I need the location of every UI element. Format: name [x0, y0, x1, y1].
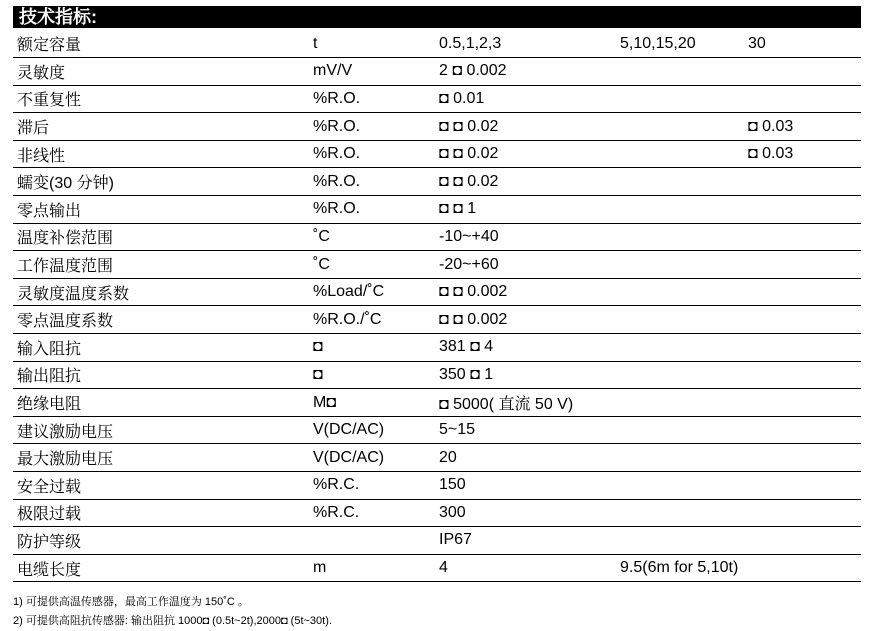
spec-value-mid — [616, 278, 744, 306]
spec-value-mid: 5,10,15,20 — [616, 30, 744, 58]
spec-value-large — [744, 223, 861, 251]
spec-name: 温度补偿范围 — [13, 223, 309, 251]
spec-unit: %R.O. — [309, 140, 435, 168]
spec-unit: ◘ — [309, 334, 435, 362]
table-row — [13, 527, 861, 555]
spec-value-small: ◘ ◘ 0.02 — [435, 113, 616, 141]
spec-value-mid — [616, 361, 744, 389]
spec-value-large: ◘ 0.03 — [744, 140, 861, 168]
spec-value-large — [744, 196, 861, 224]
spec-name: 绝缘电阻 — [13, 389, 309, 417]
spec-value-mid — [616, 196, 744, 224]
spec-value-small: ◘ ◘ 0.02 — [435, 140, 616, 168]
table-row — [13, 389, 861, 417]
table-row — [13, 113, 861, 141]
spec-value-small: 350 ◘ 1 — [435, 361, 616, 389]
spec-name: 建议激励电压 — [13, 416, 309, 444]
table-row — [13, 196, 861, 224]
table-row — [13, 30, 861, 58]
spec-value-large — [744, 58, 861, 86]
table-row — [13, 251, 861, 279]
spec-name: 灵敏度温度系数 — [13, 278, 309, 306]
spec-value-small: ◘ 5000( 直流 50 V) — [435, 389, 616, 417]
spec-value-mid — [616, 223, 744, 251]
table-row — [13, 416, 861, 444]
footnote-1: 1) 可提供高温传感器，最高工作温度为 150˚C 。 — [13, 596, 249, 608]
table-row — [13, 306, 861, 334]
spec-rows — [13, 30, 861, 582]
spec-value-mid — [616, 527, 744, 555]
spec-name: 安全过载 — [13, 472, 309, 500]
table-row — [13, 472, 861, 500]
table-row — [13, 499, 861, 527]
spec-value-large — [744, 472, 861, 500]
spec-value-small: -20~+60 — [435, 251, 616, 279]
spec-value-large — [744, 251, 861, 279]
footnote-2: 2) 可提供高阻抗传感器: 输出阻抗 1000◘ (0.5t~2t),2000◘ (5t~30t). — [13, 615, 332, 627]
spec-name: 电缆长度 — [13, 554, 309, 582]
spec-value-large: 30 — [744, 30, 861, 58]
spec-name: 工作温度范围 — [13, 251, 309, 279]
spec-value-large — [744, 85, 861, 113]
spec-name: 蠕变(30 分钟) — [13, 168, 309, 196]
spec-unit: %Load/˚C — [309, 278, 435, 306]
spec-name: 零点温度系数 — [13, 306, 309, 334]
table-row — [13, 444, 861, 472]
spec-value-mid — [616, 389, 744, 417]
spec-value-large: ◘ 0.03 — [744, 113, 861, 141]
spec-value-mid — [616, 334, 744, 362]
spec-table — [13, 30, 861, 582]
spec-value-small: 381 ◘ 4 — [435, 334, 616, 362]
spec-unit: %R.O. — [309, 196, 435, 224]
table-row — [13, 140, 861, 168]
spec-name: 极限过载 — [13, 499, 309, 527]
spec-unit: %R.C. — [309, 499, 435, 527]
spec-value-small: 4 — [435, 554, 616, 582]
spec-value-large — [744, 168, 861, 196]
spec-value-small: IP67 — [435, 527, 616, 555]
table-row — [13, 554, 861, 582]
spec-value-small: -10~+40 — [435, 223, 616, 251]
footnotes — [13, 593, 332, 631]
spec-value-mid — [616, 472, 744, 500]
spec-value-small: 20 — [435, 444, 616, 472]
spec-value-mid — [616, 499, 744, 527]
table-row — [13, 223, 861, 251]
spec-value-mid — [616, 58, 744, 86]
spec-unit: ˚C — [309, 251, 435, 279]
spec-unit: V(DC/AC) — [309, 444, 435, 472]
spec-value-large — [744, 334, 861, 362]
spec-value-mid — [616, 416, 744, 444]
spec-value-large — [744, 389, 861, 417]
spec-unit: %R.C. — [309, 472, 435, 500]
spec-name: 灵敏度 — [13, 58, 309, 86]
spec-value-large — [744, 444, 861, 472]
spec-unit: %R.O. — [309, 113, 435, 141]
table-row — [13, 168, 861, 196]
spec-value-large — [744, 361, 861, 389]
spec-value-large — [744, 306, 861, 334]
table-row — [13, 361, 861, 389]
spec-value-large — [744, 499, 861, 527]
spec-value-small: 300 — [435, 499, 616, 527]
table-row — [13, 278, 861, 306]
spec-value-small: 150 — [435, 472, 616, 500]
spec-name: 最大激励电压 — [13, 444, 309, 472]
spec-value-small: ◘ ◘ 0.002 — [435, 278, 616, 306]
spec-value-large — [744, 416, 861, 444]
spec-name: 防护等级 — [13, 527, 309, 555]
spec-value-large — [744, 278, 861, 306]
spec-unit: %R.O./˚C — [309, 306, 435, 334]
spec-value-mid — [616, 140, 744, 168]
spec-value-mid: 9.5(6m for 5,10t) — [616, 554, 744, 582]
spec-unit: m — [309, 554, 435, 582]
spec-name: 零点输出 — [13, 196, 309, 224]
table-row — [13, 334, 861, 362]
spec-value-mid — [616, 85, 744, 113]
table-row — [13, 85, 861, 113]
spec-name: 不重复性 — [13, 85, 309, 113]
spec-name: 输出阻抗 — [13, 361, 309, 389]
spec-value-small: 5~15 — [435, 416, 616, 444]
spec-value-small: ◘ 0.01 — [435, 85, 616, 113]
spec-value-large — [744, 527, 861, 555]
spec-value-mid — [616, 113, 744, 141]
spec-value-mid — [616, 251, 744, 279]
spec-unit: %R.O. — [309, 168, 435, 196]
spec-name: 额定容量 — [13, 30, 309, 58]
spec-value-small: 2 ◘ 0.002 — [435, 58, 616, 86]
spec-value-small: ◘ ◘ 1 — [435, 196, 616, 224]
spec-value-mid — [616, 444, 744, 472]
spec-unit — [309, 527, 435, 555]
section-title: 技术指标: — [13, 6, 861, 28]
spec-unit: ˚C — [309, 223, 435, 251]
spec-value-large — [744, 554, 861, 582]
spec-name: 非线性 — [13, 140, 309, 168]
spec-value-small: ◘ ◘ 0.02 — [435, 168, 616, 196]
spec-value-small: ◘ ◘ 0.002 — [435, 306, 616, 334]
spec-unit: M◘ — [309, 389, 435, 417]
table-row — [13, 58, 861, 86]
spec-unit: mV/V — [309, 58, 435, 86]
spec-name: 输入阻抗 — [13, 334, 309, 362]
spec-value-mid — [616, 168, 744, 196]
spec-unit: t — [309, 30, 435, 58]
spec-value-small: 0.5,1,2,3 — [435, 30, 616, 58]
spec-unit: %R.O. — [309, 85, 435, 113]
spec-unit: ◘ — [309, 361, 435, 389]
spec-name: 滞后 — [13, 113, 309, 141]
spec-value-mid — [616, 306, 744, 334]
spec-unit: V(DC/AC) — [309, 416, 435, 444]
